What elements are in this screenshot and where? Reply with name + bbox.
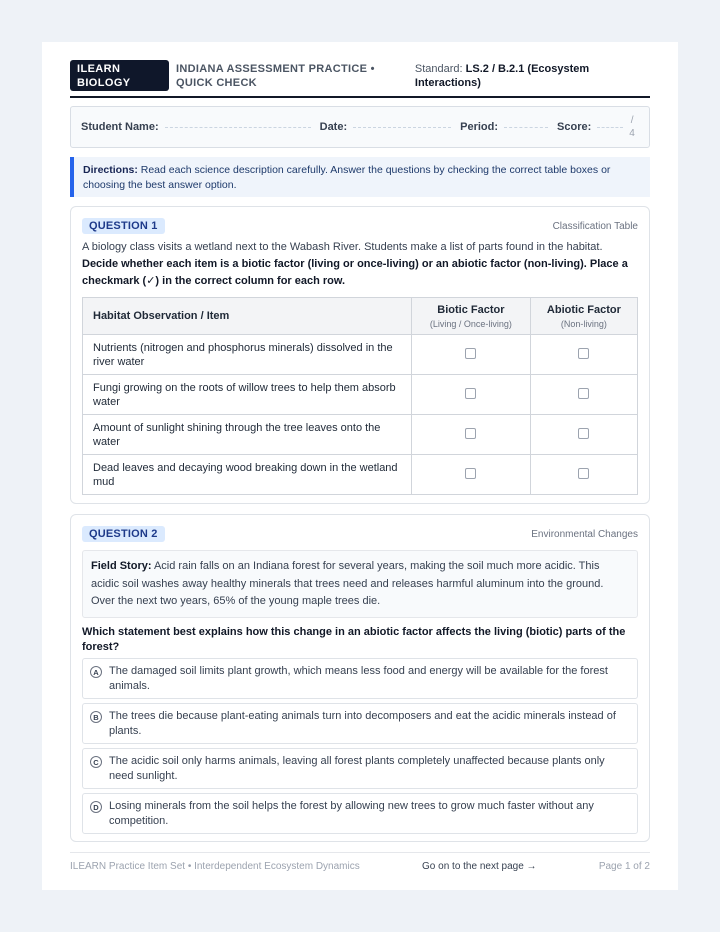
field-story-label: Field Story:: [91, 560, 152, 572]
option-a-text: The damaged soil limits plant growth, which means less food and energy will be available for the forest animals.: [109, 665, 608, 692]
abiotic-checkbox[interactable]: [578, 428, 589, 439]
period-field[interactable]: [504, 127, 548, 128]
question-2-tag: QUESTION 2: [82, 526, 165, 542]
classification-table: [82, 297, 638, 495]
question-1-type: Classification Table: [552, 220, 638, 232]
biotic-checkbox[interactable]: [465, 468, 476, 479]
question-1-instruction: Decide whether each item is a biotic factor (living or once-living) or an abiotic factor (non-living). Place a checkmark (✓) in the correct column for each row.: [82, 258, 628, 287]
assessment-title: INDIANA ASSESSMENT PRACTICE • QUICK CHECK: [176, 63, 375, 89]
period-label: Period:: [460, 121, 499, 133]
option-c-text: The acidic soil only harms animals, leaving all forest plants completely unaffected because plants only need sunlight.: [109, 755, 605, 782]
answer-option-c[interactable]: [82, 748, 638, 789]
answer-option-a[interactable]: [82, 658, 638, 699]
score-total-value: 4: [629, 128, 635, 139]
option-d-radio-icon[interactable]: D: [90, 801, 102, 813]
standard-value: LS.2 / B.2.1 (Ecosystem Interactions): [414, 63, 590, 89]
score-total: [629, 114, 635, 140]
page-header: [70, 60, 650, 98]
date-field[interactable]: [353, 127, 451, 128]
student-name-field[interactable]: [165, 127, 311, 128]
habitat-item: Dead leaves and decaying wood breaking down in the wetland mud: [83, 455, 412, 495]
table-row: [83, 375, 638, 415]
biotic-checkbox[interactable]: [465, 388, 476, 399]
footer-series: ILEARN Practice Item Set • Interdependent Ecosystem Dynamics: [70, 861, 360, 872]
question-2-stem: Which statement best explains how this change in an abiotic factor affects the living (biotic) parts of the forest?: [82, 626, 626, 653]
abiotic-header-label: Abiotic Factor: [546, 303, 621, 316]
next-page-link[interactable]: Go on to the next page →: [422, 861, 537, 872]
question-1-prompt: [82, 239, 638, 290]
student-name-label: Student Name:: [81, 121, 159, 133]
column-header-item: Habitat Observation / Item: [83, 298, 412, 335]
question-1-card: [70, 206, 650, 504]
question-2-type: Environmental Changes: [531, 528, 638, 540]
abiotic-checkbox[interactable]: [578, 348, 589, 359]
question-1-header: [82, 217, 638, 235]
option-c-radio-icon[interactable]: C: [90, 756, 102, 768]
directions-text: Read each science description carefully. Answer the questions by checking the correct table boxes or choosing the best answer option.: [83, 164, 611, 191]
page-footer: [70, 852, 650, 880]
page-number: Page 1 of 2: [598, 861, 650, 872]
question-2-header: [82, 525, 638, 543]
question-2-card: [70, 514, 650, 842]
score-field[interactable]: [597, 127, 623, 128]
standard-info: [415, 60, 650, 90]
biotic-checkbox[interactable]: [465, 428, 476, 439]
habitat-item: Nutrients (nitrogen and phosphorus minerals) dissolved in the river water: [83, 335, 412, 375]
abiotic-header-sub: (Non-living): [560, 318, 607, 329]
option-b-text: The trees die because plant-eating animals turn into decomposers and eat the acidic minerals instead of plants.: [109, 710, 616, 737]
table-row: [83, 455, 638, 495]
option-b-radio-icon[interactable]: B: [90, 711, 102, 723]
table-row: [83, 335, 638, 375]
worksheet-page: [42, 42, 678, 890]
answer-option-b[interactable]: [82, 703, 638, 744]
abiotic-checkbox[interactable]: [578, 468, 589, 479]
field-story-box: [82, 550, 638, 618]
question-1-intro: A biology class visits a wetland next to the Wabash River. Students make a list of parts found in the habitat.: [82, 241, 603, 253]
answer-option-d[interactable]: [82, 793, 638, 834]
biotic-header-sub: (Living / Once-living): [429, 318, 512, 329]
abiotic-checkbox[interactable]: [578, 388, 589, 399]
score-label: Score:: [557, 121, 592, 133]
habitat-item: Fungi growing on the roots of willow trees to help them absorb water: [83, 375, 412, 415]
score-slash: /: [630, 115, 634, 126]
standard-label: Standard:: [414, 63, 463, 75]
directions-label: Directions:: [83, 164, 138, 176]
option-d-text: Losing minerals from the soil helps the forest by allowing new trees to grow much faster without any competition.: [109, 800, 594, 827]
field-story-text: Acid rain falls on an Indiana forest for several years, making the soil much more acidic. This acidic soil washes away healthy minerals that trees need and releases harmful aluminum into the ground. Over the next two years, 65% of the young maple trees die.: [91, 560, 604, 607]
column-header-abiotic: [530, 298, 637, 335]
biotic-checkbox[interactable]: [465, 348, 476, 359]
question-1-tag: QUESTION 1: [82, 218, 165, 234]
date-label: Date:: [319, 121, 348, 133]
table-row: [83, 415, 638, 455]
directions-box: [70, 157, 650, 197]
biotic-header-label: Biotic Factor: [437, 303, 505, 316]
student-info-row: [70, 106, 650, 148]
column-header-biotic: [412, 298, 531, 335]
course-badge: ILEARN BIOLOGY: [70, 60, 169, 91]
habitat-item: Amount of sunlight shining through the tree leaves onto the water: [83, 415, 412, 455]
option-a-radio-icon[interactable]: A: [90, 666, 102, 678]
